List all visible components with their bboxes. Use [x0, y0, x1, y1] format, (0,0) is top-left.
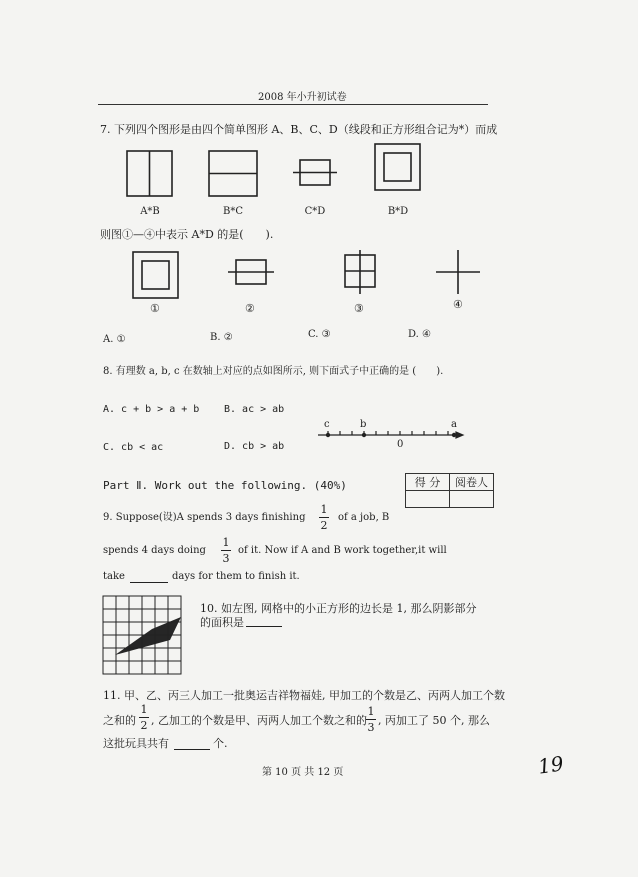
- axis-label-c: c: [324, 419, 330, 430]
- fraction-denominator: 2: [320, 519, 328, 532]
- q8-option-b: B. ac > ab: [224, 404, 285, 415]
- circled-1: ①: [150, 302, 160, 315]
- q11-stem: 11. 甲、乙、丙三人加工一批奥运吉祥物福娃, 甲加工的个数是乙、丙两人加工个数: [103, 689, 505, 702]
- q8-stem: 8. 有理数 a, b, c 在数轴上对应的点如图所示, 则下面式子中正确的是 ( ).: [103, 366, 444, 377]
- fraction-bar: [319, 517, 329, 518]
- q11-line2-pre: 之和的: [103, 714, 136, 727]
- fig-b-star-c: [209, 151, 257, 196]
- fraction-numerator: 1: [320, 503, 328, 516]
- q9-line3-pre: take: [103, 571, 125, 582]
- page-number: 第 10 页 共 12 页: [262, 767, 344, 778]
- q9-line3-post: days for them to finish it.: [172, 571, 300, 582]
- q9-line2-tail: of it. Now if A and B work together,it will: [238, 545, 447, 556]
- score-cell[interactable]: [406, 491, 450, 508]
- fraction-bar: [366, 719, 376, 720]
- handwritten-score: 19: [536, 751, 565, 779]
- q8-option-c: C. cb < ac: [103, 442, 164, 453]
- axis-label-a: a: [451, 419, 457, 430]
- q10-stem: 10. 如左图, 网格中的小正方形的边长是 1, 那么阴影部分: [200, 602, 477, 615]
- q8-option-d: D. cb > ab: [224, 441, 285, 452]
- fig-c-star-d: [293, 160, 337, 185]
- q7-option-d: D. ④: [408, 329, 431, 340]
- q11-fraction-third: [366, 706, 376, 733]
- fig-label-b-star-d: B*D: [387, 206, 409, 217]
- option-fig-2: [228, 260, 274, 284]
- fraction-numerator: 1: [222, 536, 230, 549]
- q11-line3-pre: 这批玩具共有: [103, 737, 169, 750]
- q7-option-c: C. ③: [308, 329, 331, 340]
- fraction-denominator: 3: [222, 552, 230, 565]
- q7-stem: 7. 下列四个图形是由四个简单图形 A、B、C、D（线段和正方形组合记为*）而成: [100, 123, 498, 136]
- q11-line2-mid: , 乙加工的个数是甲、丙两人加工个数之和的: [151, 714, 367, 727]
- fig-a-star-b: [127, 151, 172, 196]
- grid-figure: [103, 596, 181, 674]
- fraction-denominator: 3: [367, 721, 375, 734]
- q9-line1-tail: of a job, B: [338, 512, 390, 523]
- q9-fraction-half: [319, 504, 329, 531]
- q7-ask: 则图①—④中表示 A*D 的是( ).: [100, 228, 274, 241]
- q11-answer-blank[interactable]: [174, 749, 210, 750]
- q9-line2-text: spends 4 days doing: [103, 545, 206, 556]
- fraction-denominator: 2: [140, 719, 148, 732]
- q11-fraction-half: [139, 704, 149, 731]
- fraction-numerator: 1: [140, 703, 148, 716]
- axis-label-0: 0: [397, 439, 404, 450]
- q10-answer-blank[interactable]: [246, 626, 282, 627]
- option-fig-3: [345, 250, 375, 294]
- score-table: [405, 473, 494, 508]
- q9-fraction-third: [221, 537, 231, 564]
- fraction-bar: [221, 550, 231, 551]
- part2-heading: Part Ⅱ. Work out the following. (40%): [103, 479, 347, 492]
- fig-label-c-star-d: C*D: [304, 206, 326, 217]
- option-fig-1: [133, 252, 178, 298]
- q7-option-a: A. ①: [103, 334, 126, 345]
- grader-header: 阅卷人: [450, 474, 494, 491]
- axis-label-b: b: [360, 419, 367, 430]
- fraction-numerator: 1: [367, 705, 375, 718]
- q11-line2-post: , 丙加工了 50 个, 那么: [378, 714, 490, 727]
- q11-line3-post: 个.: [213, 737, 228, 750]
- q9-line1-text: 9. Suppose(设)A spends 3 days finishing: [103, 512, 306, 523]
- q7-option-b: B. ②: [210, 332, 233, 343]
- exam-header-title: 2008 年小升初试卷: [258, 92, 347, 103]
- q8-option-a: A. c + b > a + b: [103, 404, 200, 415]
- q9-answer-blank[interactable]: [130, 582, 168, 583]
- number-line: [318, 431, 463, 438]
- score-header: 得 分: [406, 474, 450, 491]
- circled-3: ③: [354, 302, 364, 315]
- circled-4: ④: [453, 298, 463, 311]
- fig-label-b-star-c: B*C: [223, 206, 243, 217]
- circled-2: ②: [245, 302, 255, 315]
- fig-b-star-d: [375, 144, 420, 190]
- fig-label-a-star-b: A*B: [140, 206, 160, 217]
- fraction-bar: [139, 717, 149, 718]
- option-fig-4: [436, 250, 480, 294]
- q10-stem-2: 的面积是: [200, 616, 244, 629]
- grader-cell[interactable]: [450, 491, 494, 508]
